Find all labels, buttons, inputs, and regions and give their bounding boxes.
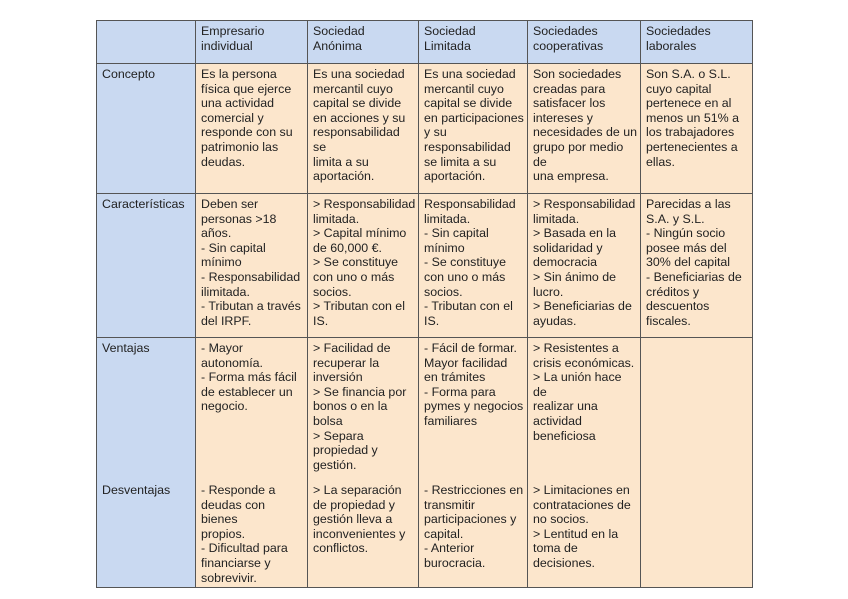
row-label-desventajas: Desventajas — [97, 476, 196, 588]
table-cell: Son S.A. o S.L. cuyo capital pertenece en al menos un 51% a los trabajadores pertenecientes a ellas. — [641, 64, 753, 194]
table-cell: > Resistentes a crisis económicas. > La unión hace de realizar una actividad beneficiosa — [528, 338, 641, 477]
table-cell: - Fácil de formar. Mayor facilidad en trámites - Forma para pymes y negocios familiares — [419, 338, 528, 477]
table-cell — [641, 476, 753, 588]
table-row — [97, 338, 753, 477]
table-cell: Es la persona física que ejerce una actividad comercial y responde con su patrimonio las deudas. — [196, 64, 308, 194]
row-label-concepto: Concepto — [97, 64, 196, 194]
table-cell: - Restricciones en transmitir participaciones y capital. - Anterior burocracia. — [419, 476, 528, 588]
table-cell: Es una sociedad mercantil cuyo capital se divide en acciones y su responsabilidad se limita a su aportación. — [308, 64, 419, 194]
table-cell: > Facilidad de recuperar la inversión > Se financia por bonos o en la bolsa > Separa propiedad y gestión. — [308, 338, 419, 477]
table-cell: Son sociedades creadas para satisfacer los intereses y necesidades de un grupo por medio de una empresa. — [528, 64, 641, 194]
table-cell: - Mayor autonomía. - Forma más fácil de establecer un negocio. — [196, 338, 308, 477]
header-corner — [97, 21, 196, 64]
header-sociedades-laborales: Sociedades laborales — [641, 21, 753, 64]
table-cell: Parecidas a las S.A. y S.L. - Ningún socio posee más del 30% del capital - Beneficiarias de créditos y descuentos fiscales. — [641, 194, 753, 338]
table-cell: > Responsabilidad limitada. > Basada en la solidaridad y democracia > Sin ánimo de lucro. > Beneficiarias de ayudas. — [528, 194, 641, 338]
table-row — [97, 476, 753, 588]
table-cell: Es una sociedad mercantil cuyo capital se divide en participaciones y su responsabilidad se limita a su aportación. — [419, 64, 528, 194]
table-row — [97, 64, 753, 194]
table-cell: > Limitaciones en contrataciones de no socios. > Lentitud en la toma de decisiones. — [528, 476, 641, 588]
header-sociedad-anonima: Sociedad Anónima — [308, 21, 419, 64]
header-row — [97, 21, 753, 64]
comparison-table-wrapper — [96, 20, 752, 588]
table-cell: - Responde a deudas con bienes propios. - Dificultad para financiarse y sobrevivir. — [196, 476, 308, 588]
header-sociedad-limitada: Sociedad Limitada — [419, 21, 528, 64]
table-cell: > La separación de propiedad y gestión lleva a inconvenientes y conflictos. — [308, 476, 419, 588]
table-cell — [641, 338, 753, 477]
header-sociedades-cooperativas: Sociedades cooperativas — [528, 21, 641, 64]
business-types-table — [96, 20, 753, 588]
header-empresario-individual: Empresario individual — [196, 21, 308, 64]
table-cell: > Responsabilidad limitada. > Capital mínimo de 60,000 €. > Se constituye con uno o más socios. > Tributan con el IS. — [308, 194, 419, 338]
table-cell: Deben ser personas >18 años. - Sin capital mínimo - Responsabilidad ilimitada. - Tributan a través del IRPF. — [196, 194, 308, 338]
row-label-ventajas: Ventajas — [97, 338, 196, 477]
table-row — [97, 194, 753, 338]
table-cell: Responsabilidad limitada. - Sin capital mínimo - Se constituye con uno o más socios. - Tributan con el IS. — [419, 194, 528, 338]
row-label-caracteristicas: Características — [97, 194, 196, 338]
